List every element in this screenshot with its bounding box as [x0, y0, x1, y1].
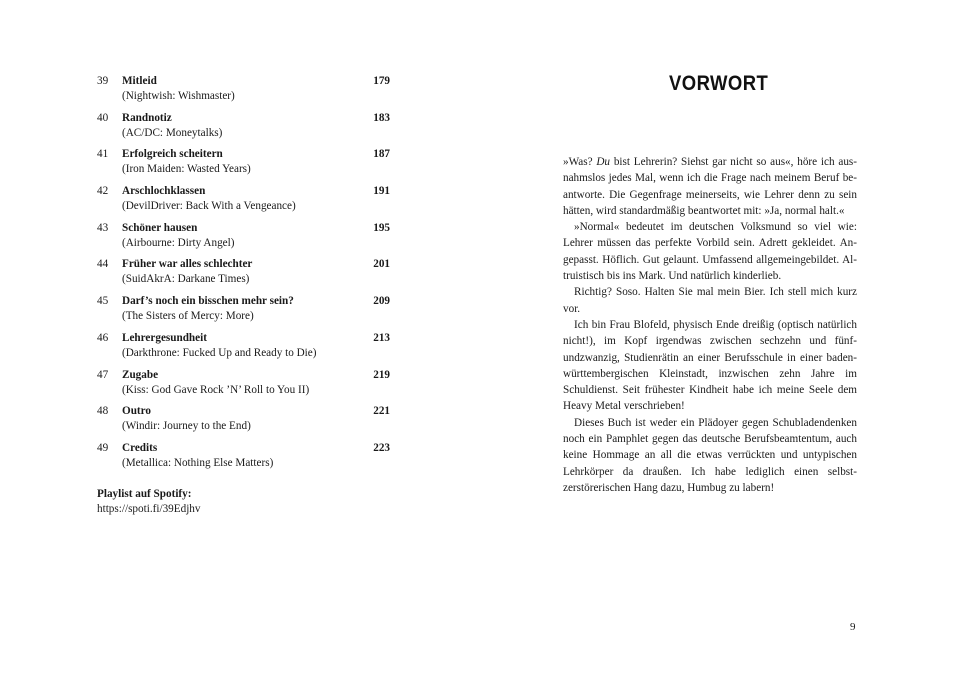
toc-entry-page: 179 — [373, 75, 390, 87]
toc-entry-subtitle: (Kiss: God Gave Rock ’N’ Roll to You II) — [122, 383, 310, 396]
toc-entry-subtitle: (Airbourne: Dirty Angel) — [122, 236, 235, 249]
paragraph-2: »Normal« bedeutet im deutschen Volksmund so viel wie: Lehrer müssen das perfekte Vorbild sein. Adrett gekleidet. Angepasst. Höflich. Gut gelaunt. Umfassend allgemeingebildet. Altruistisch bis ins Mark. Und natürlich kinderlieb. — [563, 221, 857, 283]
right-page — [477, 0, 955, 675]
toc-entry[interactable] — [97, 184, 390, 214]
page-number: 9 — [850, 621, 856, 633]
toc-entry-number: 41 — [97, 148, 109, 161]
paragraph-1: »Was? Du bist Lehrerin? Siehst gar nicht so aus«, höre ich ausnahmslos jedes Mal, wenn ich die Frage nach meinem Beruf beantworte. Die Gegenfrage meinerseits, wie Lehrer denn zu sein hätten, wird standardmäßig beantwortet mit: »Ja, normal halt.« — [563, 156, 858, 217]
toc-entry[interactable] — [97, 147, 390, 177]
toc-entry-title: Lehrergesundheit — [122, 331, 207, 344]
toc-entry-page: 223 — [373, 441, 390, 454]
toc-entry-page: 191 — [373, 185, 390, 198]
toc-entry-subtitle: (Iron Maiden: Wasted Years) — [122, 163, 251, 176]
toc-entry-subtitle: (The Sisters of Mercy: More) — [122, 310, 254, 323]
playlist-label: Playlist auf Spotify: — [97, 488, 192, 500]
toc-entry-page: 201 — [373, 258, 390, 271]
toc-entry-page: 221 — [373, 405, 390, 418]
toc-entry[interactable] — [97, 368, 390, 398]
toc-entry-subtitle: (DevilDriver: Back With a Vengeance) — [122, 200, 296, 213]
toc-entry-number: 45 — [97, 295, 109, 308]
toc-entry-title: Arschlochklassen — [122, 185, 206, 198]
toc-entry[interactable] — [97, 441, 390, 471]
toc-entry-title: Outro — [122, 405, 152, 418]
toc-entry-number: 47 — [97, 368, 109, 381]
playlist-url[interactable]: https://spoti.fi/39Edjhv — [97, 503, 201, 515]
toc-entry-title: Darf’s noch ein bisschen mehr sein? — [122, 295, 294, 308]
chapter-heading: VORWORT — [669, 72, 769, 95]
toc-entry[interactable] — [97, 74, 390, 104]
toc-entry-page: 219 — [373, 368, 390, 381]
toc-entry-number: 48 — [97, 405, 109, 418]
playlist-block — [97, 487, 201, 517]
left-page — [0, 0, 477, 675]
toc-entry[interactable] — [97, 331, 390, 361]
toc-entry-page: 183 — [373, 111, 390, 124]
emphasis-du: Du — [596, 156, 611, 168]
toc-entry-title: Randnotiz — [122, 111, 172, 124]
chapter-body — [563, 154, 857, 496]
toc-entry-title: Früher war alles schlechter — [122, 258, 253, 271]
toc-entry-number: 49 — [97, 441, 109, 454]
paragraph-3: Richtig? Soso. Halten Sie mal mein Bier. Ich stell mich kurz vor. — [563, 286, 857, 315]
toc-entry-subtitle: (AC/DC: Moneytalks) — [122, 126, 223, 139]
toc-entry[interactable] — [97, 404, 390, 434]
toc-entry-number: 42 — [97, 185, 109, 198]
toc-entry[interactable] — [97, 221, 390, 251]
toc-entry-title: Credits — [122, 441, 158, 454]
toc-entry-subtitle: (Metallica: Nothing Else Matters) — [122, 456, 274, 469]
toc-entry-subtitle: (Darkthrone: Fucked Up and Ready to Die) — [122, 346, 317, 359]
toc-entry-subtitle: (Windir: Journey to the End) — [122, 420, 251, 433]
toc-entry-title: Erfolgreich scheitern — [122, 148, 223, 161]
toc-entry[interactable] — [97, 111, 390, 141]
toc-entry-page: 209 — [373, 295, 390, 308]
toc-entry-number: 43 — [97, 221, 109, 234]
toc-entry-number: 39 — [97, 75, 109, 87]
toc-entry[interactable] — [97, 294, 390, 324]
toc-entry-number: 40 — [97, 111, 109, 124]
toc-entry-subtitle: (Nightwish: Wishmaster) — [122, 90, 235, 102]
table-of-contents — [97, 74, 390, 478]
paragraph-4: Ich bin Frau Blofeld, physisch Ende dreißig (optisch natürlich nicht!), im Kopf irgendwas zwischen sechzehn und fünfundzwanzig, Studienrätin an einer Berufsschule in einer baden-württembergischen Kleinstadt, inzwischen zehn Jahre im Schuldienst. Seit frühester Kindheit habe ich meine Seele dem Heavy Metal verschrieben! — [563, 318, 857, 413]
toc-entry-page: 187 — [373, 148, 390, 161]
toc-entry-page: 195 — [373, 221, 390, 234]
paragraph-5: Dieses Buch ist weder ein Plädoyer gegen Schubladendenken noch ein Pamphlet gegen das deutsche Berufsbeamtentum, auch keine Hommage an all die etwas verrückten und untypischen Lehrkörper da draußen. Ich habe lediglich einen selbstzerstörerischen Hang dazu, Humbug zu labern! — [563, 416, 857, 494]
toc-entry-title: Mitleid — [122, 75, 157, 87]
toc-entry[interactable] — [97, 257, 390, 287]
toc-entry-title: Zugabe — [122, 368, 159, 381]
toc-entry-number: 46 — [97, 331, 109, 344]
toc-entry-number: 44 — [97, 258, 109, 271]
toc-entry-subtitle: (SuidAkrA: Darkane Times) — [122, 273, 250, 286]
toc-entry-page: 213 — [373, 331, 390, 344]
toc-entry-title: Schöner hausen — [122, 221, 198, 234]
